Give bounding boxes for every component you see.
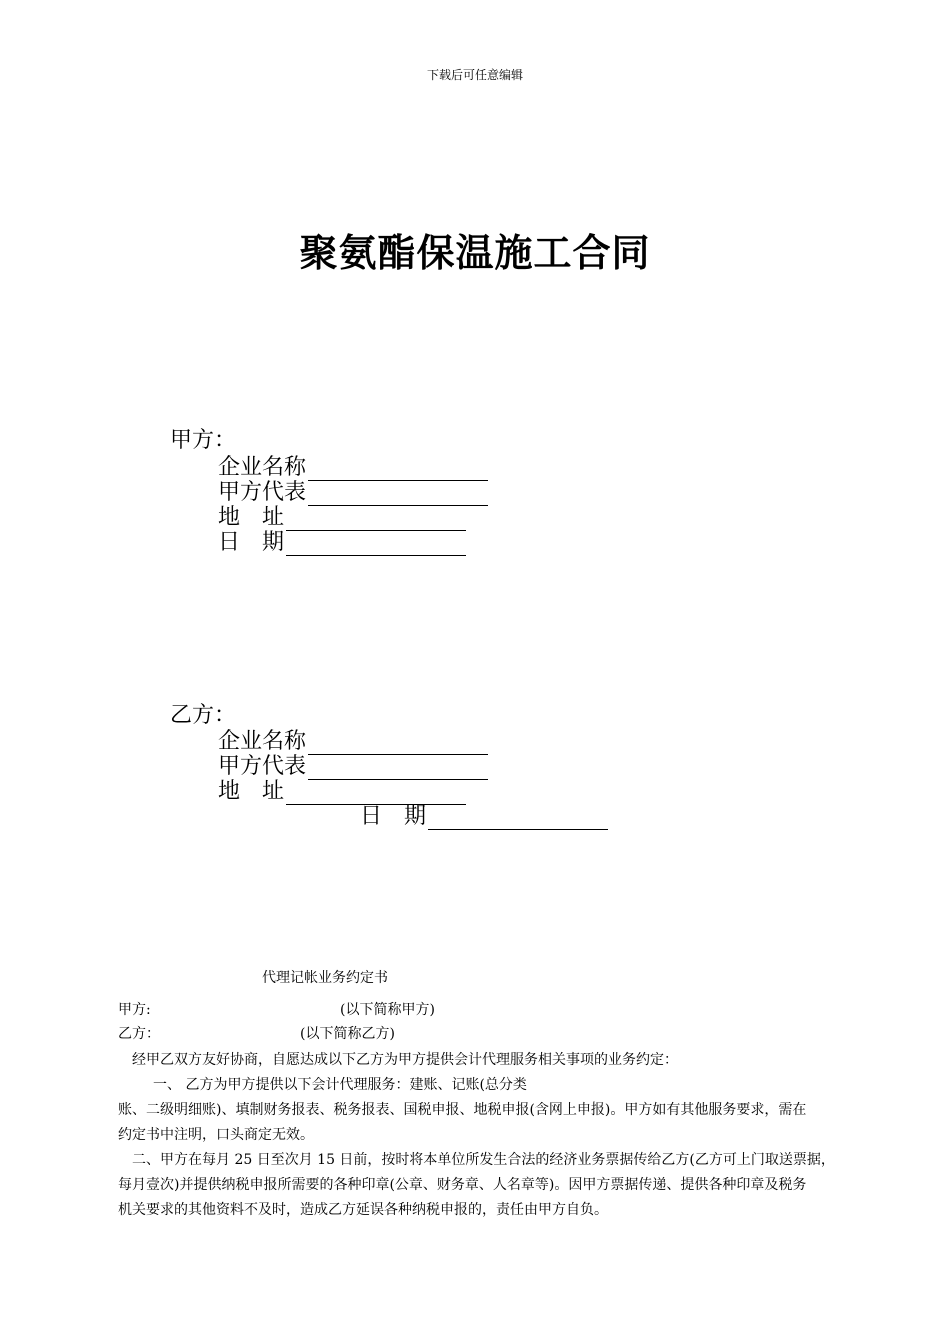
- party-a-company-label: 企业名称: [218, 455, 307, 480]
- party-b-address-label: 地 址: [218, 779, 285, 804]
- party-b-label: 乙方：: [170, 703, 237, 728]
- clause-1-line-2: 账、二级明细账)、填制财务报表、税务报表、国税申报、地税申报(含网上申报)。甲方如有其他服务要求，需在: [118, 1102, 807, 1118]
- clause-1-line-1: 一、 乙方为甲方提供以下会计代理服务：建账、记账(总分类: [153, 1077, 527, 1093]
- party-b-company-label: 企业名称: [218, 729, 307, 754]
- clause-2-line-3: 机关要求的其他资料不及时，造成乙方延误各种纳税申报的，责任由甲方自负。: [118, 1202, 608, 1218]
- party-a-address-label: 地 址: [218, 505, 285, 530]
- clause-1-line-3: 约定书中注明，口头商定无效。: [118, 1127, 314, 1143]
- agreement-title: 代理记帐业务约定书: [262, 970, 388, 986]
- party-a-label: 甲方：: [170, 428, 237, 453]
- clause-2-line-1: 二、甲方在每月 25 日至次月 15 日前，按时将本单位所发生合法的经济业务票据传给乙方(乙方可上门取送票据，: [132, 1152, 835, 1168]
- header-note: 下载后可任意编辑: [426, 68, 523, 82]
- agreement-party-a-label: 甲方:: [118, 1002, 151, 1018]
- party-a-representative-label: 甲方代表: [218, 480, 307, 505]
- party-b-date-field: [360, 799, 608, 830]
- party-b-date-blank: [428, 807, 608, 830]
- agreement-party-b-label: 乙方：: [118, 1026, 160, 1042]
- party-b-date-label: 日 期: [360, 804, 427, 829]
- agreement-intro: 经甲乙双方友好协商，自愿达成以下乙方为甲方提供会计代理服务相关事项的业务约定：: [132, 1052, 678, 1068]
- document-title: 聚氨酯保温施工合同: [299, 230, 651, 275]
- party-a-date-field: [218, 525, 466, 556]
- party-a-date-label: 日 期: [218, 530, 285, 555]
- party-a-date-blank: [286, 533, 466, 556]
- party-b-representative-label: 甲方代表: [218, 754, 307, 779]
- agreement-party-b-note: (以下简称乙方): [300, 1026, 395, 1042]
- clause-2-line-2: 每月壹次)并提供纳税申报所需要的各种印章(公章、财务章、人名章等)。因甲方票据传递、提供各种印章及税务: [118, 1177, 807, 1193]
- agreement-party-a-note: (以下简称甲方): [340, 1002, 435, 1018]
